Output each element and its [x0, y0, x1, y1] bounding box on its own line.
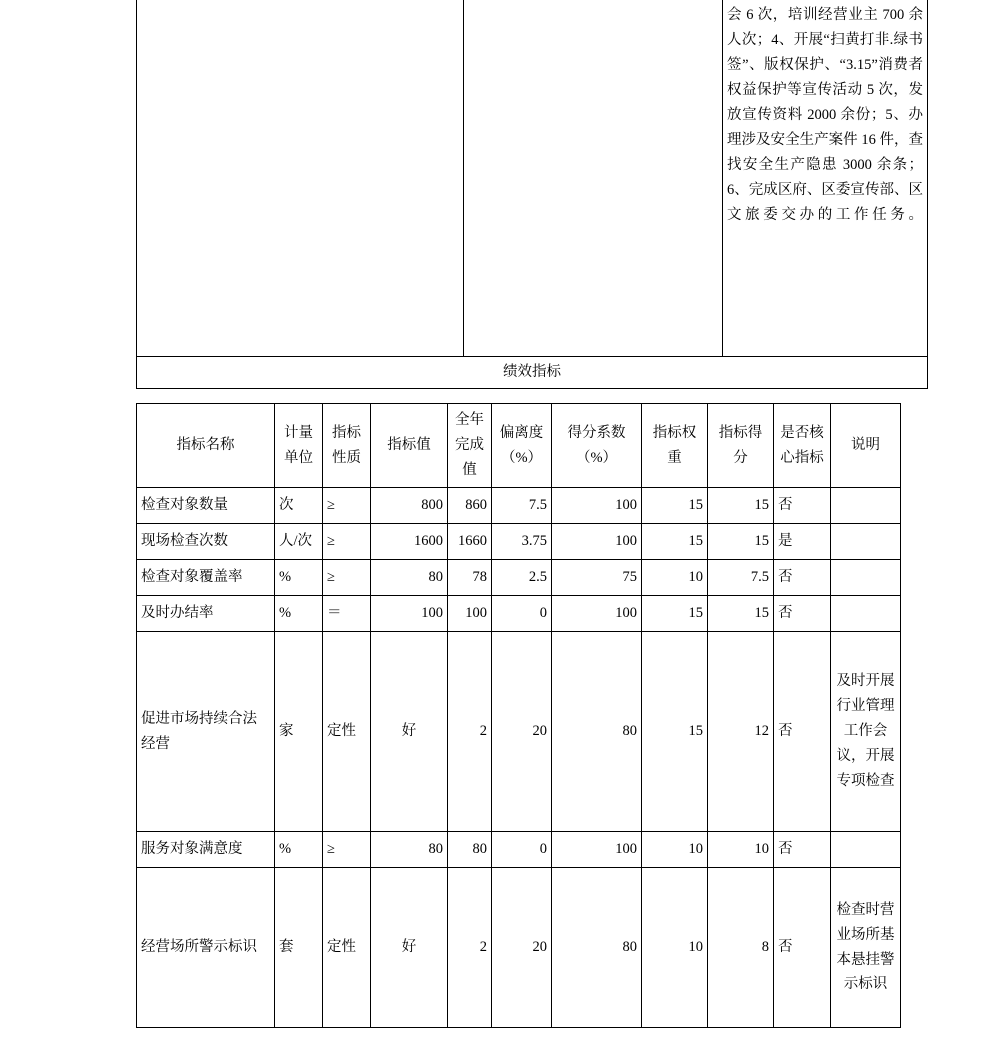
table-header-row: [137, 404, 901, 488]
cell-score: 15: [708, 524, 774, 560]
table-row: [137, 868, 901, 1028]
column-header-note: 说明: [831, 404, 901, 488]
cell-core: 否: [774, 632, 831, 832]
cell-unit: 家: [275, 632, 323, 832]
cell-core: 是: [774, 524, 831, 560]
cell-property: 定性: [323, 632, 371, 832]
cell-weight: 15: [642, 632, 708, 832]
cell-deviation: 2.5: [492, 560, 552, 596]
table-row: [137, 832, 901, 868]
continuation-text: 会 6 次，培训经营业主 700 余人次；4、开展“扫黄打非.绿书签”、版权保护、“3.15”消费者权益保护等宣传活动 5 次，发放宣传资料 2000 余份；5、办理涉及安全生产案件 16 件，查找安全生产隐患 3000 余条；6、完成区府、区委宣传部、区文旅委交办的工作任务。: [727, 7, 923, 223]
cell-target: 好: [371, 632, 448, 832]
cell-coefficient: 100: [552, 832, 642, 868]
cell-note: [831, 488, 901, 524]
cell-actual: 78: [448, 560, 492, 596]
cell-unit: 次: [275, 488, 323, 524]
cell-coefficient: 100: [552, 524, 642, 560]
cell-unit: %: [275, 596, 323, 632]
cell-actual: 2: [448, 868, 492, 1028]
column-header-property: 指标性质: [323, 404, 371, 488]
cell-weight: 15: [642, 596, 708, 632]
cell-property: 定性: [323, 868, 371, 1028]
cell-core: 否: [774, 596, 831, 632]
column-header-actual: 全年完成值: [448, 404, 492, 488]
cell-note: [831, 524, 901, 560]
cell-coefficient: 80: [552, 632, 642, 832]
table-row: [137, 357, 928, 389]
cell-target: 80: [371, 832, 448, 868]
cell-coefficient: 100: [552, 596, 642, 632]
cell-note: 检查时营业场所基本悬挂警示标识: [831, 868, 901, 1028]
column-header-unit: 计量单位: [275, 404, 323, 488]
cell-score: 15: [708, 596, 774, 632]
cell-indicator-name: 现场检查次数: [137, 524, 275, 560]
cell-property: ≥: [323, 488, 371, 524]
cell-deviation: 3.75: [492, 524, 552, 560]
cell-weight: 15: [642, 488, 708, 524]
cell-unit: %: [275, 832, 323, 868]
column-header-deviation: 偏离度（%）: [492, 404, 552, 488]
cell-deviation: 7.5: [492, 488, 552, 524]
cell-note: 及时开展行业管理工作会议，开展专项检查: [831, 632, 901, 832]
cell-core: 否: [774, 868, 831, 1028]
performance-indicator-table: [136, 403, 901, 1028]
section-title: 绩效指标: [137, 357, 928, 389]
cell-weight: 10: [642, 868, 708, 1028]
table-row: [137, 0, 928, 357]
cell-actual: 80: [448, 832, 492, 868]
cell-score: 10: [708, 832, 774, 868]
cell-indicator-name: 促进市场持续合法经营: [137, 632, 275, 832]
cell-actual: 1660: [448, 524, 492, 560]
table-row: [137, 560, 901, 596]
cell-deviation: 20: [492, 868, 552, 1028]
cell-target: 1600: [371, 524, 448, 560]
cell-note: [831, 832, 901, 868]
cell-weight: 10: [642, 560, 708, 596]
cell-deviation: 20: [492, 632, 552, 832]
table-row: [137, 488, 901, 524]
cell-deviation: 0: [492, 832, 552, 868]
cell-target: 80: [371, 560, 448, 596]
cell-score: 15: [708, 488, 774, 524]
column-header-coefficient: 得分系数（%）: [552, 404, 642, 488]
continuation-cell-left: [137, 0, 464, 357]
cell-coefficient: 100: [552, 488, 642, 524]
table-row: [137, 524, 901, 560]
table-row: [137, 596, 901, 632]
cell-unit: 人/次: [275, 524, 323, 560]
cell-score: 8: [708, 868, 774, 1028]
cell-actual: 860: [448, 488, 492, 524]
cell-property: ≥: [323, 560, 371, 596]
cell-coefficient: 80: [552, 868, 642, 1028]
column-header-score: 指标得分: [708, 404, 774, 488]
column-header-weight: 指标权重: [642, 404, 708, 488]
cell-target: 100: [371, 596, 448, 632]
continuation-cell-middle: [464, 0, 723, 357]
cell-deviation: 0: [492, 596, 552, 632]
continuation-cell-right: [723, 0, 928, 357]
cell-indicator-name: 检查对象覆盖率: [137, 560, 275, 596]
cell-unit: 套: [275, 868, 323, 1028]
cell-score: 7.5: [708, 560, 774, 596]
table-row: [137, 632, 901, 832]
cell-actual: 2: [448, 632, 492, 832]
cell-weight: 10: [642, 832, 708, 868]
cell-note: [831, 596, 901, 632]
cell-note: [831, 560, 901, 596]
cell-unit: %: [275, 560, 323, 596]
cell-coefficient: 75: [552, 560, 642, 596]
cell-property: ＝: [323, 596, 371, 632]
cell-core: 否: [774, 488, 831, 524]
column-header-target: 指标值: [371, 404, 448, 488]
column-header-core: 是否核心指标: [774, 404, 831, 488]
continuation-table: [136, 0, 928, 389]
cell-score: 12: [708, 632, 774, 832]
cell-indicator-name: 及时办结率: [137, 596, 275, 632]
cell-core: 否: [774, 560, 831, 596]
cell-actual: 100: [448, 596, 492, 632]
cell-target: 好: [371, 868, 448, 1028]
cell-indicator-name: 经营场所警示标识: [137, 868, 275, 1028]
cell-property: ≥: [323, 832, 371, 868]
cell-weight: 15: [642, 524, 708, 560]
cell-property: ≥: [323, 524, 371, 560]
cell-target: 800: [371, 488, 448, 524]
cell-core: 否: [774, 832, 831, 868]
cell-indicator-name: 服务对象满意度: [137, 832, 275, 868]
column-header-name: 指标名称: [137, 404, 275, 488]
cell-indicator-name: 检查对象数量: [137, 488, 275, 524]
